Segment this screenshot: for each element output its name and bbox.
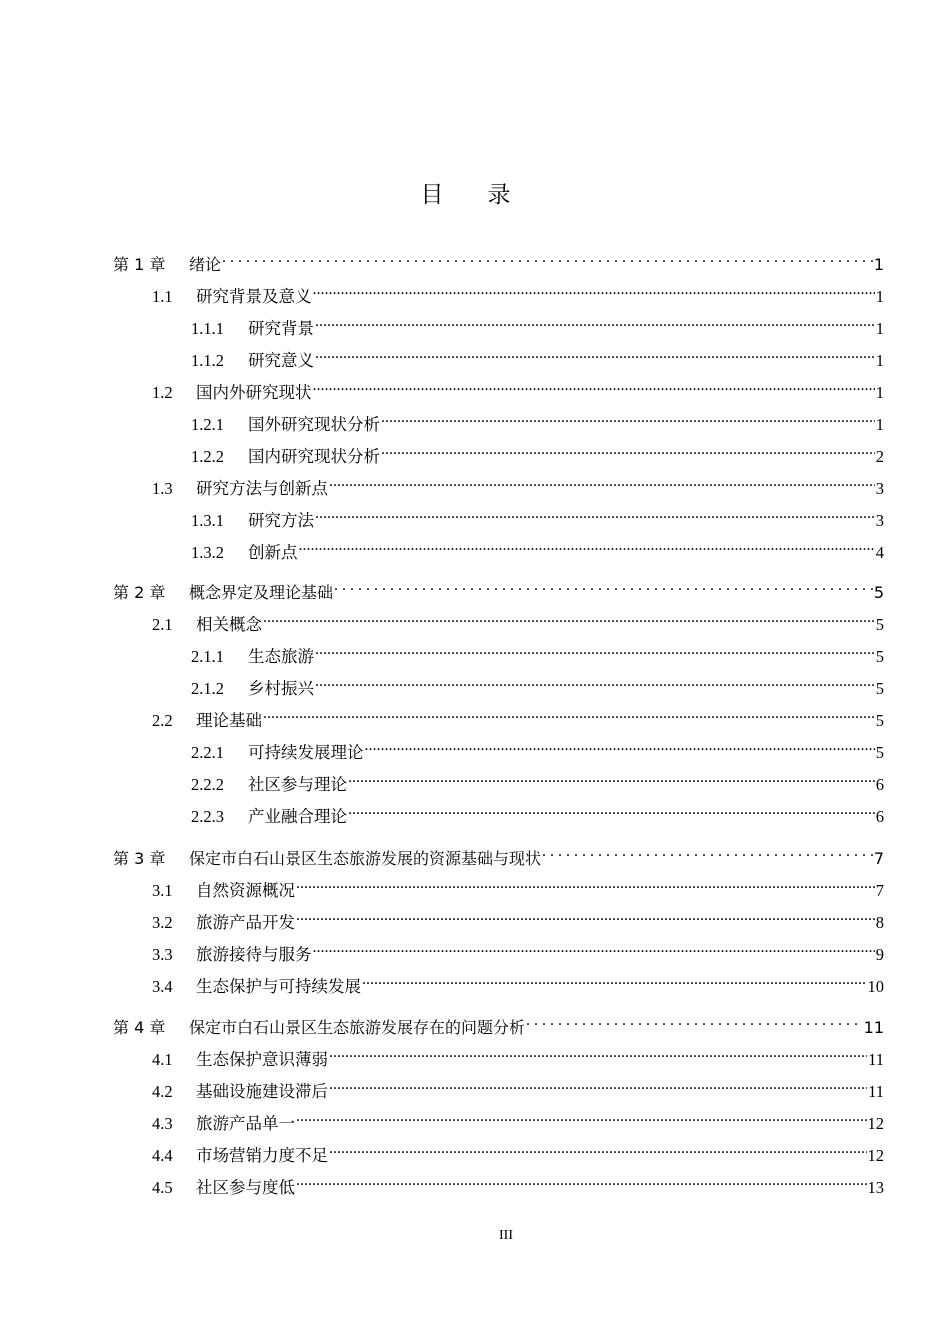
toc-dot-leader	[315, 342, 875, 366]
toc-entry[interactable]	[191, 502, 884, 530]
toc-entry-title: 可持续发展理论	[248, 743, 364, 762]
toc-dot-leader	[315, 310, 875, 334]
toc-entry-title: 保定市白石山景区生态旅游发展的资源基础与现状	[189, 849, 542, 868]
toc-entry[interactable]	[113, 574, 884, 602]
toc-entry-number: 1.1.1	[191, 319, 224, 338]
toc-dot-leader	[299, 534, 875, 558]
toc-entry-number: 1.1.2	[191, 351, 224, 370]
toc-entry-title: 绪论	[189, 255, 222, 274]
toc-entry-page: 3	[875, 479, 884, 498]
toc-dot-leader	[362, 968, 867, 992]
toc-entry-title: 生态保护意识薄弱	[196, 1050, 328, 1069]
toc-entry-number: 2.2.1	[191, 743, 224, 762]
toc-entry[interactable]	[191, 438, 884, 466]
toc-entry-number: 1.1	[152, 287, 173, 306]
toc-dot-leader	[315, 670, 875, 694]
toc-entry-page: 12	[867, 1146, 884, 1165]
toc-dot-leader	[329, 470, 875, 494]
toc-dot-leader	[365, 734, 875, 758]
toc-dot-leader	[348, 766, 875, 790]
toc-entry-number: 2.2	[152, 711, 173, 730]
toc-entry-number: 1.3.2	[191, 543, 224, 562]
toc-entry[interactable]	[191, 406, 884, 434]
toc-entry[interactable]	[152, 872, 884, 900]
toc-entry-number: 1.3	[152, 479, 173, 498]
toc-entry-page: 8	[875, 913, 884, 932]
toc-entry-page: 5	[875, 647, 884, 666]
toc-entry-page: 11	[868, 1050, 884, 1069]
toc-dot-leader	[381, 406, 875, 430]
toc-entry-title: 研究意义	[248, 351, 314, 370]
toc-entry-number: 4.2	[152, 1082, 173, 1101]
toc-entry-page: 5	[875, 711, 884, 730]
toc-entry-number: 4.4	[152, 1146, 173, 1165]
toc-entry-title: 国外研究现状分析	[248, 415, 380, 434]
toc-dot-leader	[542, 840, 873, 864]
toc-entry-title: 相关概念	[196, 615, 262, 634]
toc-dot-leader	[313, 278, 875, 302]
toc-entry[interactable]	[152, 936, 884, 964]
toc-entry-page: 1	[875, 351, 884, 370]
toc-entry-title: 自然资源概况	[196, 881, 295, 900]
toc-dot-leader	[263, 702, 875, 726]
toc-dot-leader	[313, 936, 875, 960]
toc-entry-number: 第 1 章	[113, 255, 166, 274]
toc-entry[interactable]	[191, 534, 884, 562]
toc-entry-title: 国内外研究现状	[196, 383, 312, 402]
toc-entry-number: 2.2.2	[191, 775, 224, 794]
toc-entry-page: 13	[867, 1178, 884, 1197]
toc-entry-number: 4.5	[152, 1178, 173, 1197]
toc-entry-page: 5	[873, 583, 884, 602]
toc-entry-number: 2.2.3	[191, 807, 224, 826]
toc-entry[interactable]	[152, 702, 884, 730]
toc-entry-number: 4.3	[152, 1114, 173, 1133]
toc-entry-page: 7	[873, 849, 884, 868]
toc-entry-title: 研究方法	[248, 511, 314, 530]
toc-entry-title: 研究背景	[248, 319, 314, 338]
toc-entry-number: 第 3 章	[113, 849, 166, 868]
toc-entry-page: 1	[875, 287, 884, 306]
toc-entry-title: 市场营销力度不足	[196, 1146, 328, 1165]
toc-entry-number: 1.2	[152, 383, 173, 402]
toc-entry-page: 12	[867, 1114, 884, 1133]
toc-dot-leader	[348, 798, 875, 822]
page-number: III	[499, 1228, 513, 1243]
toc-entry-title: 旅游产品开发	[196, 913, 295, 932]
toc-entry-number: 1.2.1	[191, 415, 224, 434]
toc-entry-page: 2	[875, 447, 884, 466]
toc-entry-page: 5	[875, 615, 884, 634]
toc-entry-number: 第 2 章	[113, 583, 166, 602]
toc-entry-title: 研究背景及意义	[196, 287, 312, 306]
toc-entry-title: 生态保护与可持续发展	[196, 977, 361, 996]
toc-dot-leader	[296, 1169, 867, 1193]
toc-entry-title: 保定市白石山景区生态旅游发展存在的问题分析	[189, 1018, 526, 1037]
toc-dot-leader	[222, 246, 873, 270]
toc-entry[interactable]	[191, 310, 884, 338]
toc-dot-leader	[296, 904, 875, 928]
toc-entry[interactable]	[152, 1169, 884, 1197]
toc-entry[interactable]	[191, 638, 884, 666]
toc-entry[interactable]	[191, 766, 884, 794]
toc-entry-page: 6	[875, 775, 884, 794]
toc-entry-page: 11	[863, 1018, 884, 1037]
toc-entry[interactable]	[152, 1073, 884, 1101]
toc-entry-title: 旅游产品单一	[196, 1114, 295, 1133]
toc-dot-leader	[313, 374, 875, 398]
toc-entry-page: 4	[875, 543, 884, 562]
toc-entry[interactable]	[113, 246, 884, 274]
toc-dot-leader	[526, 1009, 863, 1033]
toc-entry[interactable]	[152, 374, 884, 402]
toc-entry-title: 概念界定及理论基础	[189, 583, 334, 602]
toc-entry[interactable]	[191, 342, 884, 370]
toc-entry-page: 1	[873, 255, 884, 274]
toc-entry-number: 第 4 章	[113, 1018, 166, 1037]
toc-entry[interactable]	[191, 670, 884, 698]
toc-entry-title: 创新点	[248, 543, 298, 562]
toc-entry-number: 2.1	[152, 615, 173, 634]
toc-entry-title: 生态旅游	[248, 647, 314, 666]
toc-entry-page: 3	[875, 511, 884, 530]
toc-entry-page: 5	[875, 679, 884, 698]
toc-entry[interactable]	[113, 840, 884, 868]
toc-entry-number: 3.2	[152, 913, 173, 932]
toc-entry[interactable]	[152, 1105, 884, 1133]
toc-entry-number: 3.1	[152, 881, 173, 900]
toc-entry-page: 6	[875, 807, 884, 826]
toc-entry[interactable]	[191, 798, 884, 826]
toc-entry-number: 2.1.1	[191, 647, 224, 666]
toc-entry[interactable]	[152, 1137, 884, 1165]
toc-dot-leader	[334, 574, 873, 598]
toc-dot-leader	[263, 606, 875, 630]
toc-entry[interactable]	[152, 606, 884, 634]
toc-entry-number: 4.1	[152, 1050, 173, 1069]
toc-entry-page: 5	[875, 743, 884, 762]
toc-entry-page: 1	[875, 415, 884, 434]
toc-dot-leader	[329, 1041, 867, 1065]
toc-dot-leader	[315, 502, 875, 526]
toc-entry[interactable]	[152, 278, 884, 306]
toc-entry-title: 社区参与理论	[248, 775, 347, 794]
toc-entry-number: 2.1.2	[191, 679, 224, 698]
toc-dot-leader	[315, 638, 875, 662]
toc-entry-number: 3.4	[152, 977, 173, 996]
toc-entry-title: 研究方法与创新点	[196, 479, 328, 498]
toc-entry[interactable]	[152, 904, 884, 932]
toc-dot-leader	[296, 872, 875, 896]
toc-entry[interactable]	[152, 470, 884, 498]
toc-entry-page: 11	[868, 1082, 884, 1101]
toc-dot-leader	[329, 1073, 867, 1097]
toc-dot-leader	[329, 1137, 867, 1161]
toc-entry-title: 乡村振兴	[248, 679, 314, 698]
toc-entry-page: 10	[867, 977, 884, 996]
toc-entry-title: 理论基础	[196, 711, 262, 730]
toc-entry[interactable]	[113, 1009, 884, 1037]
toc-entry[interactable]	[152, 1041, 884, 1069]
toc-dot-leader	[296, 1105, 867, 1129]
toc-entry-title: 旅游接待与服务	[196, 945, 312, 964]
toc-entry-number: 3.3	[152, 945, 173, 964]
toc-entry-page: 7	[875, 881, 884, 900]
toc-entry-page: 1	[875, 383, 884, 402]
toc-entry[interactable]	[191, 734, 884, 762]
toc-entry-title: 产业融合理论	[248, 807, 347, 826]
toc-entry-title: 基础设施建设滞后	[196, 1082, 328, 1101]
toc-title: 目录	[420, 182, 555, 208]
toc-entry-number: 1.2.2	[191, 447, 224, 466]
toc-entry-page: 1	[875, 319, 884, 338]
toc-entry-title: 社区参与度低	[196, 1178, 295, 1197]
toc-entry-page: 9	[875, 945, 884, 964]
toc-entry[interactable]	[152, 968, 884, 996]
toc-dot-leader	[381, 438, 875, 462]
toc-entry-title: 国内研究现状分析	[248, 447, 380, 466]
toc-entry-number: 1.3.1	[191, 511, 224, 530]
